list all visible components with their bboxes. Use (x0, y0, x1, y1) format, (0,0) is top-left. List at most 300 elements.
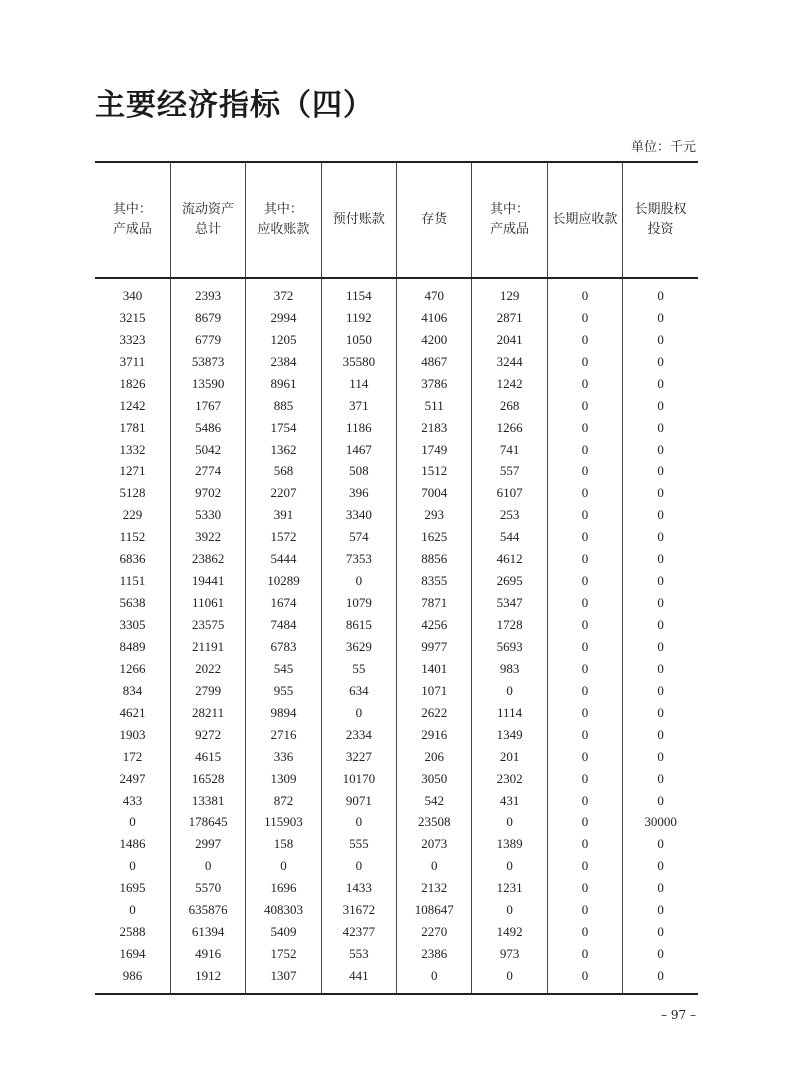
table-cell: 4256 (397, 614, 472, 636)
table-cell: 0 (547, 790, 622, 812)
table-cell: 108647 (397, 899, 472, 921)
table-cell: 557 (472, 461, 547, 483)
table-cell: 158 (246, 833, 321, 855)
table-cell: 3786 (397, 373, 472, 395)
table-cell: 1307 (246, 965, 321, 994)
table-row (95, 461, 698, 483)
table-row (95, 702, 698, 724)
table-row (95, 658, 698, 680)
table-cell: 553 (321, 943, 396, 965)
table-cell: 8961 (246, 373, 321, 395)
table-cell: 2302 (472, 768, 547, 790)
table-row (95, 812, 698, 834)
table-row (95, 899, 698, 921)
column-header (472, 162, 547, 278)
table-row (95, 482, 698, 504)
table-header (95, 162, 698, 278)
table-cell: 0 (547, 921, 622, 943)
table-cell: 13590 (170, 373, 245, 395)
table-cell: 16528 (170, 768, 245, 790)
table-cell: 0 (472, 899, 547, 921)
table-cell: 0 (547, 746, 622, 768)
table-cell: 0 (547, 899, 622, 921)
table-cell: 1332 (119, 441, 146, 457)
table-cell: 391 (246, 504, 321, 526)
table-cell: 0 (547, 855, 622, 877)
column-header (397, 162, 472, 278)
table-cell: 0 (623, 461, 698, 483)
table-cell: 470 (397, 278, 472, 307)
table-cell: 511 (397, 395, 472, 417)
table-cell: 340 (122, 287, 143, 303)
table-cell: 1151 (119, 573, 146, 589)
table-cell: 5693 (472, 636, 547, 658)
table-cell: 1695 (119, 880, 146, 896)
column-header-line: 其中： (112, 202, 152, 217)
table-cell: 396 (321, 482, 396, 504)
table-cell: 0 (623, 658, 698, 680)
table-cell: 10170 (321, 768, 396, 790)
header-row (95, 162, 698, 278)
table-cell: 1912 (170, 965, 245, 994)
table-cell: 0 (623, 570, 698, 592)
table-cell: 3244 (472, 351, 547, 373)
table-cell: 8355 (397, 570, 472, 592)
table-cell: 0 (472, 855, 547, 877)
table-cell: 5042 (170, 439, 245, 461)
table-cell: 115903 (246, 812, 321, 834)
table-cell: 973 (472, 943, 547, 965)
table-cell: 885 (246, 395, 321, 417)
table-cell: 1152 (119, 529, 146, 545)
table-cell: 408303 (246, 899, 321, 921)
table-cell: 0 (623, 614, 698, 636)
table-cell: 0 (623, 548, 698, 570)
table-cell: 0 (547, 592, 622, 614)
column-header (321, 162, 396, 278)
table-cell: 3227 (321, 746, 396, 768)
table-cell: 0 (547, 461, 622, 483)
table-cell: 3050 (397, 768, 472, 790)
table-cell: 9894 (246, 702, 321, 724)
table-cell: 0 (547, 658, 622, 680)
table-cell: 0 (623, 482, 698, 504)
table-row (95, 504, 698, 526)
table-cell: 7353 (321, 548, 396, 570)
table-cell: 2386 (397, 943, 472, 965)
table-cell: 8489 (119, 638, 146, 654)
table-cell: 0 (623, 439, 698, 461)
table-cell: 10289 (246, 570, 321, 592)
table-cell: 31672 (321, 899, 396, 921)
table-cell: 0 (547, 439, 622, 461)
table-cell: 9071 (321, 790, 396, 812)
table-row (95, 373, 698, 395)
table-cell: 5128 (119, 485, 146, 501)
table-row (95, 965, 698, 994)
table-row (95, 307, 698, 329)
table-row (95, 855, 698, 877)
column-header (95, 162, 170, 278)
table-cell: 4615 (170, 746, 245, 768)
table-cell: 2774 (170, 461, 245, 483)
table-cell: 0 (547, 482, 622, 504)
table-cell: 2022 (170, 658, 245, 680)
table-cell: 0 (623, 965, 698, 994)
table-cell: 1266 (119, 660, 146, 676)
table-cell: 1266 (472, 417, 547, 439)
table-cell: 0 (623, 329, 698, 351)
table-cell: 0 (547, 680, 622, 702)
table-cell: 2073 (397, 833, 472, 855)
table-cell: 1154 (321, 278, 396, 307)
table-cell: 1362 (246, 439, 321, 461)
table-cell: 1242 (472, 373, 547, 395)
table-cell: 0 (623, 768, 698, 790)
table-cell: 1752 (246, 943, 321, 965)
table-cell: 2207 (246, 482, 321, 504)
table-cell: 8856 (397, 548, 472, 570)
table-cell: 30000 (623, 812, 698, 834)
table-cell: 5638 (119, 595, 146, 611)
table-row (95, 439, 698, 461)
table-cell: 1781 (119, 419, 146, 435)
table-cell: 371 (321, 395, 396, 417)
table-cell: 55 (321, 658, 396, 680)
table-cell: 21191 (170, 636, 245, 658)
column-header-line: 产成品 (490, 222, 530, 237)
table-cell: 6783 (246, 636, 321, 658)
table-cell: 542 (397, 790, 472, 812)
table-row (95, 790, 698, 812)
table-cell: 0 (472, 812, 547, 834)
table-cell: 4621 (119, 704, 146, 720)
table-cell: 574 (321, 526, 396, 548)
table-cell: 206 (397, 746, 472, 768)
table-cell: 1903 (119, 726, 146, 742)
table-cell: 1079 (321, 592, 396, 614)
table-cell: 2497 (119, 770, 146, 786)
table-cell: 1242 (119, 397, 146, 413)
table-cell: 0 (623, 943, 698, 965)
table-cell: 9272 (170, 724, 245, 746)
table-cell: 3629 (321, 636, 396, 658)
column-header-line: 投资 (647, 222, 674, 237)
table-cell: 0 (623, 351, 698, 373)
table-cell: 28211 (170, 702, 245, 724)
table-cell: 0 (623, 278, 698, 307)
table-cell: 0 (547, 373, 622, 395)
table-cell: 5409 (246, 921, 321, 943)
table-cell: 0 (246, 855, 321, 877)
table-cell: 872 (246, 790, 321, 812)
table-cell: 0 (547, 417, 622, 439)
column-header-line: 长期应收款 (552, 212, 618, 227)
table-cell: 4916 (170, 943, 245, 965)
table-cell: 0 (321, 855, 396, 877)
table-row (95, 395, 698, 417)
table-cell: 1749 (397, 439, 472, 461)
table-cell: 0 (623, 636, 698, 658)
table-row (95, 921, 698, 943)
table-cell: 23508 (397, 812, 472, 834)
table-cell: 35580 (321, 351, 396, 373)
table-cell: 2997 (170, 833, 245, 855)
table-cell: 0 (547, 614, 622, 636)
table-cell: 3215 (119, 309, 146, 325)
table-cell: 0 (623, 373, 698, 395)
table-row (95, 877, 698, 899)
table-cell: 0 (623, 921, 698, 943)
table-cell: 61394 (170, 921, 245, 943)
table-cell: 0 (321, 702, 396, 724)
table-cell: 0 (623, 504, 698, 526)
table-cell: 7004 (397, 482, 472, 504)
table-cell: 0 (547, 278, 622, 307)
column-header (547, 162, 622, 278)
table-cell: 1492 (472, 921, 547, 943)
table-cell: 1467 (321, 439, 396, 461)
table-cell: 129 (472, 278, 547, 307)
table-cell: 0 (547, 395, 622, 417)
table-cell: 834 (122, 682, 143, 698)
table-cell: 2041 (472, 329, 547, 351)
table-cell: 555 (321, 833, 396, 855)
data-table-container (95, 161, 698, 995)
table-cell: 0 (623, 417, 698, 439)
table-cell: 0 (397, 855, 472, 877)
table-cell: 955 (246, 680, 321, 702)
table-cell: 0 (397, 965, 472, 994)
table-cell: 1349 (472, 724, 547, 746)
column-header-line: 总计 (195, 222, 222, 237)
table-cell: 2384 (246, 351, 321, 373)
table-cell: 7871 (397, 592, 472, 614)
table-cell: 4867 (397, 351, 472, 373)
table-cell: 5347 (472, 592, 547, 614)
table-cell: 2334 (321, 724, 396, 746)
table-cell: 0 (170, 855, 245, 877)
economic-indicators-table (95, 161, 698, 995)
table-cell: 11061 (170, 592, 245, 614)
table-cell: 2871 (472, 307, 547, 329)
table-cell: 1826 (119, 375, 146, 391)
table-cell: 741 (472, 439, 547, 461)
table-cell: 983 (472, 658, 547, 680)
table-cell: 635876 (170, 899, 245, 921)
column-header (623, 162, 698, 278)
table-cell: 0 (321, 570, 396, 592)
table-cell: 23575 (170, 614, 245, 636)
table-row (95, 943, 698, 965)
table-cell: 634 (321, 680, 396, 702)
table-cell: 0 (547, 548, 622, 570)
column-header-line: 其中： (490, 202, 530, 217)
table-body (95, 278, 698, 994)
table-cell: 8615 (321, 614, 396, 636)
table-cell: 13381 (170, 790, 245, 812)
table-cell: 0 (623, 702, 698, 724)
table-cell: 1728 (472, 614, 547, 636)
table-cell: 544 (472, 526, 547, 548)
table-row (95, 724, 698, 746)
table-cell: 372 (246, 278, 321, 307)
unit-label: 单位：千元 (630, 140, 696, 155)
table-cell: 253 (472, 504, 547, 526)
table-cell: 1389 (472, 833, 547, 855)
table-cell: 3323 (119, 331, 146, 347)
table-cell: 1625 (397, 526, 472, 548)
table-row (95, 548, 698, 570)
table-cell: 0 (547, 724, 622, 746)
table-cell: 2588 (119, 924, 146, 940)
table-cell: 0 (547, 329, 622, 351)
table-cell: 545 (246, 658, 321, 680)
table-cell: 2183 (397, 417, 472, 439)
table-cell: 5570 (170, 877, 245, 899)
table-cell: 0 (623, 307, 698, 329)
table-cell: 293 (397, 504, 472, 526)
table-cell: 4200 (397, 329, 472, 351)
table-cell: 8679 (170, 307, 245, 329)
table-cell: 431 (472, 790, 547, 812)
table-cell: 0 (547, 504, 622, 526)
table-row (95, 746, 698, 768)
table-cell: 6836 (119, 551, 146, 567)
table-cell: 433 (122, 792, 143, 808)
table-cell: 1694 (119, 946, 146, 962)
table-cell: 23862 (170, 548, 245, 570)
table-cell: 178645 (170, 812, 245, 834)
table-cell: 4612 (472, 548, 547, 570)
table-cell: 1186 (321, 417, 396, 439)
table-row (95, 278, 698, 307)
table-cell: 3305 (119, 617, 146, 633)
column-header-line: 存货 (421, 212, 448, 227)
table-cell: 0 (129, 858, 136, 874)
table-cell: 268 (472, 395, 547, 417)
table-cell: 4106 (397, 307, 472, 329)
table-cell: 2716 (246, 724, 321, 746)
table-cell: 5486 (170, 417, 245, 439)
table-cell: 1696 (246, 877, 321, 899)
table-cell: 0 (547, 877, 622, 899)
table-row (95, 680, 698, 702)
table-cell: 1114 (472, 702, 547, 724)
table-cell: 2622 (397, 702, 472, 724)
table-cell: 172 (122, 748, 143, 764)
column-header-line: 长期股权 (634, 202, 687, 217)
column-header-line: 流动资产 (182, 202, 235, 217)
table-cell: 0 (623, 680, 698, 702)
table-cell: 1309 (246, 768, 321, 790)
table-cell: 1512 (397, 461, 472, 483)
table-cell: 0 (547, 833, 622, 855)
table-cell: 1401 (397, 658, 472, 680)
table-cell: 9702 (170, 482, 245, 504)
table-row (95, 526, 698, 548)
column-header (246, 162, 321, 278)
table-cell: 568 (246, 461, 321, 483)
table-cell: 0 (321, 812, 396, 834)
table-cell: 0 (129, 902, 136, 918)
table-cell: 0 (129, 814, 136, 830)
table-row (95, 329, 698, 351)
table-cell: 1674 (246, 592, 321, 614)
column-header-line: 其中： (263, 202, 303, 217)
table-cell: 508 (321, 461, 396, 483)
table-cell: 1271 (119, 463, 146, 479)
table-cell: 201 (472, 746, 547, 768)
table-cell: 229 (122, 507, 143, 523)
table-cell: 1572 (246, 526, 321, 548)
table-cell: 0 (547, 768, 622, 790)
table-row (95, 636, 698, 658)
table-cell: 6779 (170, 329, 245, 351)
table-cell: 0 (623, 833, 698, 855)
table-cell: 3922 (170, 526, 245, 548)
table-cell: 1767 (170, 395, 245, 417)
page-title: 主要经济指标（四） (95, 88, 374, 123)
table-cell: 0 (547, 812, 622, 834)
table-cell: 0 (623, 724, 698, 746)
table-row (95, 570, 698, 592)
table-cell: 0 (623, 855, 698, 877)
table-cell: 0 (623, 526, 698, 548)
table-cell: 0 (623, 592, 698, 614)
column-header-line: 应收账款 (257, 222, 310, 237)
table-cell: 1071 (397, 680, 472, 702)
table-cell: 0 (623, 395, 698, 417)
table-cell: 0 (547, 526, 622, 548)
table-cell: 2916 (397, 724, 472, 746)
table-cell: 2799 (170, 680, 245, 702)
table-cell: 1050 (321, 329, 396, 351)
table-cell: 0 (547, 636, 622, 658)
table-cell: 1205 (246, 329, 321, 351)
table-cell: 986 (122, 968, 143, 984)
table-cell: 0 (623, 746, 698, 768)
table-cell: 1192 (321, 307, 396, 329)
column-header-line: 产成品 (112, 222, 152, 237)
table-cell: 5444 (246, 548, 321, 570)
table-cell: 2994 (246, 307, 321, 329)
table-cell: 2132 (397, 877, 472, 899)
table-cell: 42377 (321, 921, 396, 943)
table-cell: 114 (321, 373, 396, 395)
table-cell: 0 (472, 965, 547, 994)
table-row (95, 614, 698, 636)
table-row (95, 768, 698, 790)
table-cell: 0 (547, 351, 622, 373)
table-cell: 3711 (119, 353, 146, 369)
table-cell: 0 (547, 307, 622, 329)
table-cell: 0 (547, 570, 622, 592)
table-cell: 0 (547, 943, 622, 965)
table-cell: 1433 (321, 877, 396, 899)
column-header-line: 预付账款 (332, 212, 385, 227)
page-number: – 97 – (661, 1008, 696, 1022)
table-row (95, 417, 698, 439)
table-cell: 3340 (321, 504, 396, 526)
table-cell: 0 (623, 790, 698, 812)
table-cell: 7484 (246, 614, 321, 636)
table-cell: 19441 (170, 570, 245, 592)
table-cell: 5330 (170, 504, 245, 526)
table-row (95, 833, 698, 855)
table-cell: 0 (472, 680, 547, 702)
table-cell: 1231 (472, 877, 547, 899)
